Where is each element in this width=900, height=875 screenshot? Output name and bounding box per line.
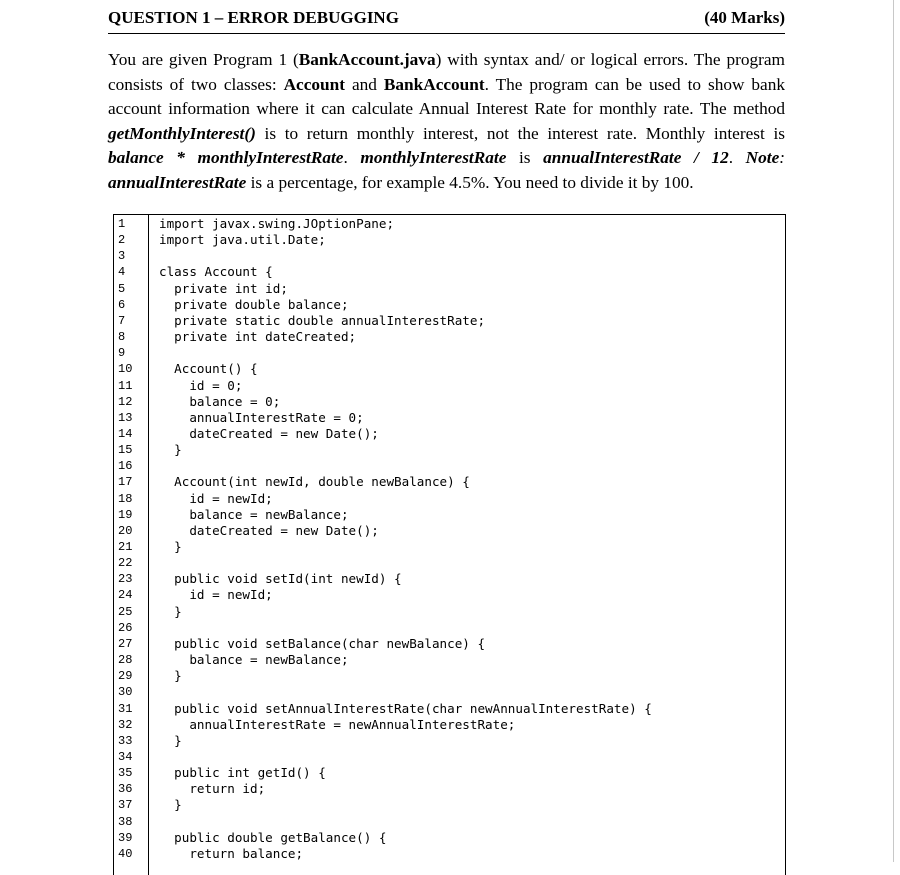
description-text: consists of two classes: — [108, 74, 284, 94]
description-text: BankAccount — [383, 74, 485, 94]
line-number: 19 — [118, 507, 133, 522]
question-description — [108, 48, 785, 196]
line-number: 39 — [118, 830, 133, 845]
line-number: 22 — [118, 556, 133, 571]
line-number: 15 — [118, 443, 133, 458]
description-line — [108, 73, 785, 98]
description-text: Note — [745, 148, 780, 168]
line-number: 35 — [118, 766, 133, 781]
line-number: 11 — [118, 378, 133, 393]
line-number: 17 — [118, 475, 133, 490]
code-line: annualInterestRate = newAnnualInterestRate; — [159, 716, 516, 732]
description-text: is to return monthly interest, not the interest rate. Monthly interest is — [255, 123, 785, 143]
line-number: 26 — [118, 620, 133, 635]
line-number: 37 — [118, 798, 133, 813]
code-line: id = newId; — [159, 587, 273, 603]
code-line: } — [159, 732, 182, 748]
question-marks: (40 Marks) — [704, 8, 785, 27]
code-line: } — [159, 442, 182, 458]
code-line: import javax.swing.JOptionPane; — [159, 216, 395, 231]
line-number: 23 — [118, 572, 133, 587]
line-number: 36 — [118, 782, 133, 797]
code-line: import java.util.Date; — [159, 232, 326, 248]
code-line: public double getBalance() { — [159, 829, 387, 845]
code-line: private int id; — [159, 280, 288, 296]
description-text: and — [345, 74, 384, 94]
code-line: dateCreated = new Date(); — [159, 522, 379, 538]
header-rule — [108, 33, 785, 34]
line-number: 9 — [118, 346, 126, 361]
description-text: BankAccount.java — [298, 50, 436, 69]
code-line: id = newId; — [159, 490, 273, 506]
code-line: public void setId(int newId) { — [159, 571, 402, 587]
line-number: 21 — [118, 540, 133, 554]
question-header — [108, 5, 785, 33]
line-number: 38 — [118, 814, 133, 829]
description-text: . — [343, 148, 361, 168]
line-number: 33 — [118, 733, 133, 748]
code-line: Account() { — [159, 361, 258, 377]
code-line: } — [159, 797, 182, 813]
line-number: 14 — [118, 426, 133, 441]
line-number: 20 — [118, 523, 133, 538]
description-text: balance * monthlyInterestRate — [108, 148, 344, 168]
line-number: 1 — [118, 217, 126, 231]
code-line: id = 0; — [159, 377, 243, 393]
line-number: 34 — [118, 749, 133, 764]
line-number: 13 — [118, 410, 133, 425]
description-text: Account — [283, 74, 346, 94]
code-line: balance = 0; — [159, 393, 281, 409]
description-text: . The program can be used to show bank — [484, 74, 785, 94]
description-text: monthlyInterestRate — [360, 148, 507, 168]
code-listing — [113, 214, 786, 875]
line-number: 32 — [118, 717, 133, 732]
code-line: private static double annualInterestRate; — [159, 312, 486, 328]
question-title: QUESTION 1 – ERROR DEBUGGING — [108, 8, 399, 27]
description-line — [108, 171, 785, 196]
line-number: 2 — [118, 233, 126, 248]
line-number: 16 — [118, 459, 133, 474]
code-line: balance = newBalance; — [159, 652, 349, 668]
code-line: balance = newBalance; — [159, 506, 349, 522]
description-text: ) with syntax and/ or logical errors. The program — [435, 50, 786, 69]
description-text: account information where it can calculate Annual Interest Rate for monthly rate. The method — [108, 99, 785, 119]
description-text: You are given Program 1 ( — [108, 50, 299, 69]
line-number: 10 — [118, 362, 133, 377]
line-number: 30 — [118, 685, 133, 700]
description-text: getMonthlyInterest() — [108, 123, 256, 143]
description-line — [108, 97, 785, 122]
line-number: 18 — [118, 491, 133, 506]
line-number: 29 — [118, 669, 133, 684]
code-line: public void setAnnualInterestRate(char newAnnualInterestRate) { — [159, 700, 652, 716]
line-number: 27 — [118, 636, 133, 651]
description-text: is a percentage, for example 4.5%. You need to divide it by 100. — [246, 172, 694, 192]
description-text: annualInterestRate / 12 — [543, 148, 729, 168]
line-number: 4 — [118, 265, 126, 280]
line-number: 25 — [118, 604, 133, 619]
line-number: 12 — [118, 394, 133, 409]
description-text: is — [506, 148, 544, 168]
description-text: . — [728, 148, 746, 168]
description-line — [108, 122, 785, 147]
description-text: : — [779, 148, 786, 168]
line-number: 28 — [118, 653, 133, 668]
line-number: 3 — [118, 249, 126, 264]
code-line: private int dateCreated; — [159, 329, 357, 345]
code-line: } — [159, 603, 182, 619]
description-line — [108, 146, 785, 171]
line-number: 5 — [118, 281, 126, 296]
line-number: 24 — [118, 588, 133, 603]
line-number: 8 — [118, 330, 126, 345]
description-text: annualInterestRate — [108, 172, 247, 192]
code-line: } — [159, 539, 182, 554]
line-number: 6 — [118, 297, 126, 312]
line-number: 40 — [118, 846, 133, 861]
code-line: return balance; — [159, 845, 304, 861]
code-line: public void setBalance(char newBalance) { — [159, 635, 486, 651]
code-line: dateCreated = new Date(); — [159, 425, 379, 441]
line-number: 31 — [118, 701, 133, 716]
code-line: return id; — [159, 781, 266, 797]
line-number: 7 — [118, 313, 126, 328]
line-number-gutter — [114, 215, 149, 875]
code-line: } — [159, 668, 182, 684]
code-line: annualInterestRate = 0; — [159, 409, 364, 425]
code-line: class Account { — [159, 264, 273, 280]
description-line — [108, 48, 785, 73]
code-line: Account(int newId, double newBalance) { — [159, 474, 470, 490]
code-line: public int getId() { — [159, 765, 326, 781]
code-line: private double balance; — [159, 296, 349, 312]
